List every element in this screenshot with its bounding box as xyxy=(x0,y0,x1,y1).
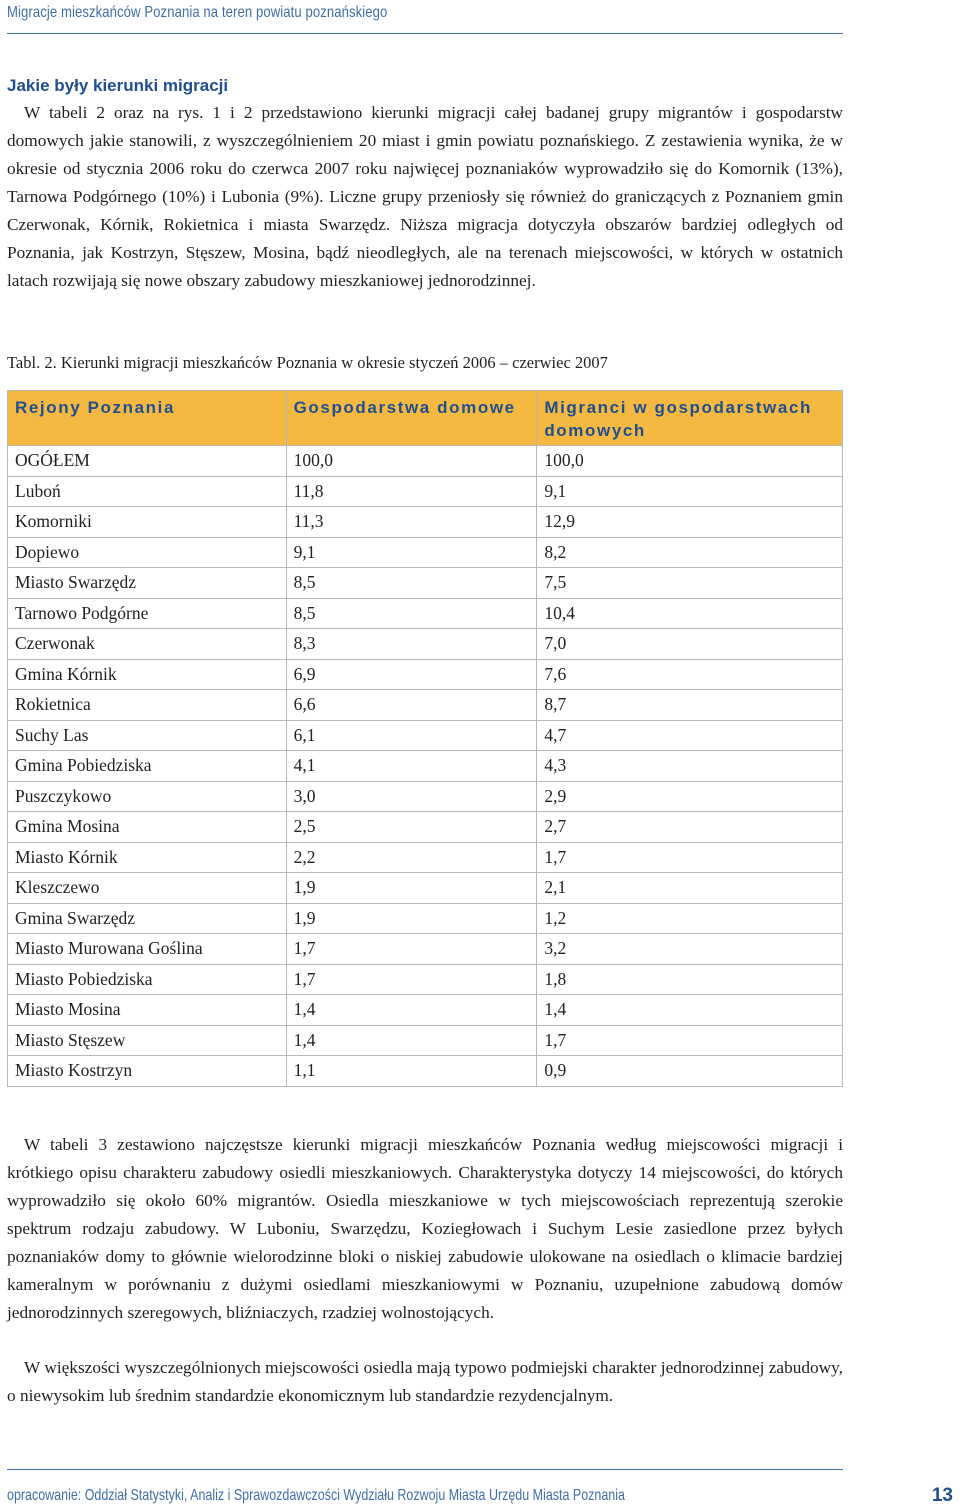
intro-paragraph: W tabeli 2 oraz na rys. 1 i 2 przedstawiono kierunki migracji całej badanej grupy migrantów i gospodarstw domowych jakie stanowili, z wyszczególnieniem 20 miast i gmin powiatu poznańskiego. Z zestawienia wynika, że w okresie od stycznia 2006 roku do czerwca 2007 roku najwięcej poznaniaków wyprowadziło się do Komornik (13%), Tarnowa Podgórnego (10%) i Lubonia (9%). Liczne grupy przeniosły się również do graniczących z Poznaniem gmin Czerwonak, Kórnik, Rokietnica i miasta Swarzędz. Niższa migracja dotyczyła obszarów bardziej odległych od Poznania, jak Kostrzyn, Stęszew, Mosina, bądź nieodległych, ale na terenach miejscowości, w których w ostatnich latach rozwijają się nowe obszary zabudowy mieszkaniowej jednorodzinnej. xyxy=(7,103,843,290)
cell-region: Miasto Pobiedziska xyxy=(8,964,287,995)
cell-households: 1,9 xyxy=(286,903,537,934)
cell-households: 1,7 xyxy=(286,964,537,995)
table-row xyxy=(8,476,843,507)
table-row xyxy=(8,964,843,995)
cell-households: 1,4 xyxy=(286,995,537,1026)
cell-migrants: 1,7 xyxy=(537,1025,843,1056)
table-caption: Tabl. 2. Kierunki migracji mieszkańców Poznania w okresie styczeń 2006 – czerwiec 2007 xyxy=(7,353,608,372)
cell-households: 6,9 xyxy=(286,659,537,690)
cell-migrants: 1,2 xyxy=(537,903,843,934)
running-header-title: Migracje mieszkańców Poznania na teren powiatu poznańskiego xyxy=(7,4,388,21)
cell-migrants: 10,4 xyxy=(537,598,843,629)
cell-region: Gmina Swarzędz xyxy=(8,903,287,934)
cell-region: OGÓŁEM xyxy=(8,446,287,477)
migration-table xyxy=(7,390,843,1087)
column-header-region: Rejony Poznania xyxy=(8,391,287,446)
footer-credit: opracowanie: Oddział Statystyki, Analiz i Sprawozdawczości Wydziału Rozwoju Miasta Urzędu Miasta Poznania xyxy=(7,1487,625,1504)
cell-migrants: 1,4 xyxy=(537,995,843,1026)
table-row xyxy=(8,690,843,721)
table-row xyxy=(8,842,843,873)
cell-households: 4,1 xyxy=(286,751,537,782)
table-row xyxy=(8,873,843,904)
cell-households: 2,5 xyxy=(286,812,537,843)
cell-region: Miasto Mosina xyxy=(8,995,287,1026)
cell-migrants: 8,2 xyxy=(537,537,843,568)
cell-migrants: 4,7 xyxy=(537,720,843,751)
cell-region: Puszczykowo xyxy=(8,781,287,812)
cell-households: 8,5 xyxy=(286,568,537,599)
table-row xyxy=(8,598,843,629)
cell-migrants: 0,9 xyxy=(537,1056,843,1087)
cell-region: Miasto Kostrzyn xyxy=(8,1056,287,1087)
cell-region: Czerwonak xyxy=(8,629,287,660)
cell-migrants: 7,6 xyxy=(537,659,843,690)
table-row xyxy=(8,568,843,599)
cell-households: 8,5 xyxy=(286,598,537,629)
cell-region: Miasto Swarzędz xyxy=(8,568,287,599)
cell-households: 6,6 xyxy=(286,690,537,721)
cell-region: Rokietnica xyxy=(8,690,287,721)
cell-region: Gmina Mosina xyxy=(8,812,287,843)
cell-migrants: 2,1 xyxy=(537,873,843,904)
table-row xyxy=(8,934,843,965)
cell-households: 9,1 xyxy=(286,537,537,568)
body-paragraph-2: W tabeli 3 zestawiono najczęstsze kierunki migracji mieszkańców Poznania według miejscowości migracji i krótkiego opisu charakteru zabudowy osiedli mieszkaniowych. Charakterystyka dotyczy 14 miejscowości, do których wyprowadziło się około 60% migrantów. Osiedla mieszkaniowe w tych miejscowościach reprezentują szerokie spektrum rodzaju zabudowy. W Luboniu, Swarzędzu, Koziegłowach i Suchym Lesie zasiedlone przez byłych poznaniaków domy to głównie wielorodzinne bloki o niskiej zabudowie ulokowane na osiedlach o klimacie bardziej kameralnym w porównaniu z dużymi osiedlami mieszkaniowymi w Poznaniu, uzupełnione zabudową domów jednorodzinnych szeregowych, bliźniaczych, rzadziej wolnostojących. xyxy=(7,1135,843,1322)
cell-households: 1,7 xyxy=(286,934,537,965)
table-row xyxy=(8,507,843,538)
cell-households: 6,1 xyxy=(286,720,537,751)
cell-region: Gmina Kórnik xyxy=(8,659,287,690)
page-number: 13 xyxy=(931,1485,953,1506)
cell-households: 100,0 xyxy=(286,446,537,477)
cell-migrants: 7,5 xyxy=(537,568,843,599)
cell-migrants: 3,2 xyxy=(537,934,843,965)
table-row xyxy=(8,446,843,477)
table-row xyxy=(8,537,843,568)
cell-region: Miasto Stęszew xyxy=(8,1025,287,1056)
column-header-migrants: Migranci w gospodarstwach domowych xyxy=(537,391,843,446)
table-row xyxy=(8,1025,843,1056)
cell-migrants: 7,0 xyxy=(537,629,843,660)
cell-migrants: 1,8 xyxy=(537,964,843,995)
cell-households: 8,3 xyxy=(286,629,537,660)
table-row xyxy=(8,720,843,751)
cell-households: 1,1 xyxy=(286,1056,537,1087)
table-row xyxy=(8,781,843,812)
table-row xyxy=(8,812,843,843)
column-header-households: Gospodarstwa domowe xyxy=(286,391,537,446)
table-row xyxy=(8,1056,843,1087)
table-row xyxy=(8,995,843,1026)
cell-region: Gmina Pobiedziska xyxy=(8,751,287,782)
table-header-row xyxy=(8,391,843,446)
footer-divider xyxy=(7,1469,843,1470)
table-row xyxy=(8,659,843,690)
cell-households: 2,2 xyxy=(286,842,537,873)
cell-region: Tarnowo Podgórne xyxy=(8,598,287,629)
cell-migrants: 1,7 xyxy=(537,842,843,873)
cell-region: Suchy Las xyxy=(8,720,287,751)
cell-region: Kleszczewo xyxy=(8,873,287,904)
cell-region: Dopiewo xyxy=(8,537,287,568)
cell-households: 11,3 xyxy=(286,507,537,538)
table-row xyxy=(8,629,843,660)
cell-migrants: 4,3 xyxy=(537,751,843,782)
cell-households: 1,9 xyxy=(286,873,537,904)
cell-households: 11,8 xyxy=(286,476,537,507)
section-heading: Jakie były kierunki migracji xyxy=(7,76,229,95)
body-paragraph-3: W większości wyszczególnionych miejscowości osiedla mają typowo podmiejski charakter jednorodzinnej zabudowy, o niewysokim lub średnim standardzie ekonomicznym lub standardzie rezydencjalnym. xyxy=(7,1358,843,1405)
table-row xyxy=(8,903,843,934)
cell-region: Komorniki xyxy=(8,507,287,538)
cell-households: 3,0 xyxy=(286,781,537,812)
cell-region: Luboń xyxy=(8,476,287,507)
cell-migrants: 8,7 xyxy=(537,690,843,721)
cell-region: Miasto Kórnik xyxy=(8,842,287,873)
cell-migrants: 2,9 xyxy=(537,781,843,812)
header-divider xyxy=(7,33,843,34)
table-row xyxy=(8,751,843,782)
cell-region: Miasto Murowana Goślina xyxy=(8,934,287,965)
cell-migrants: 100,0 xyxy=(537,446,843,477)
cell-migrants: 12,9 xyxy=(537,507,843,538)
cell-households: 1,4 xyxy=(286,1025,537,1056)
cell-migrants: 9,1 xyxy=(537,476,843,507)
cell-migrants: 2,7 xyxy=(537,812,843,843)
